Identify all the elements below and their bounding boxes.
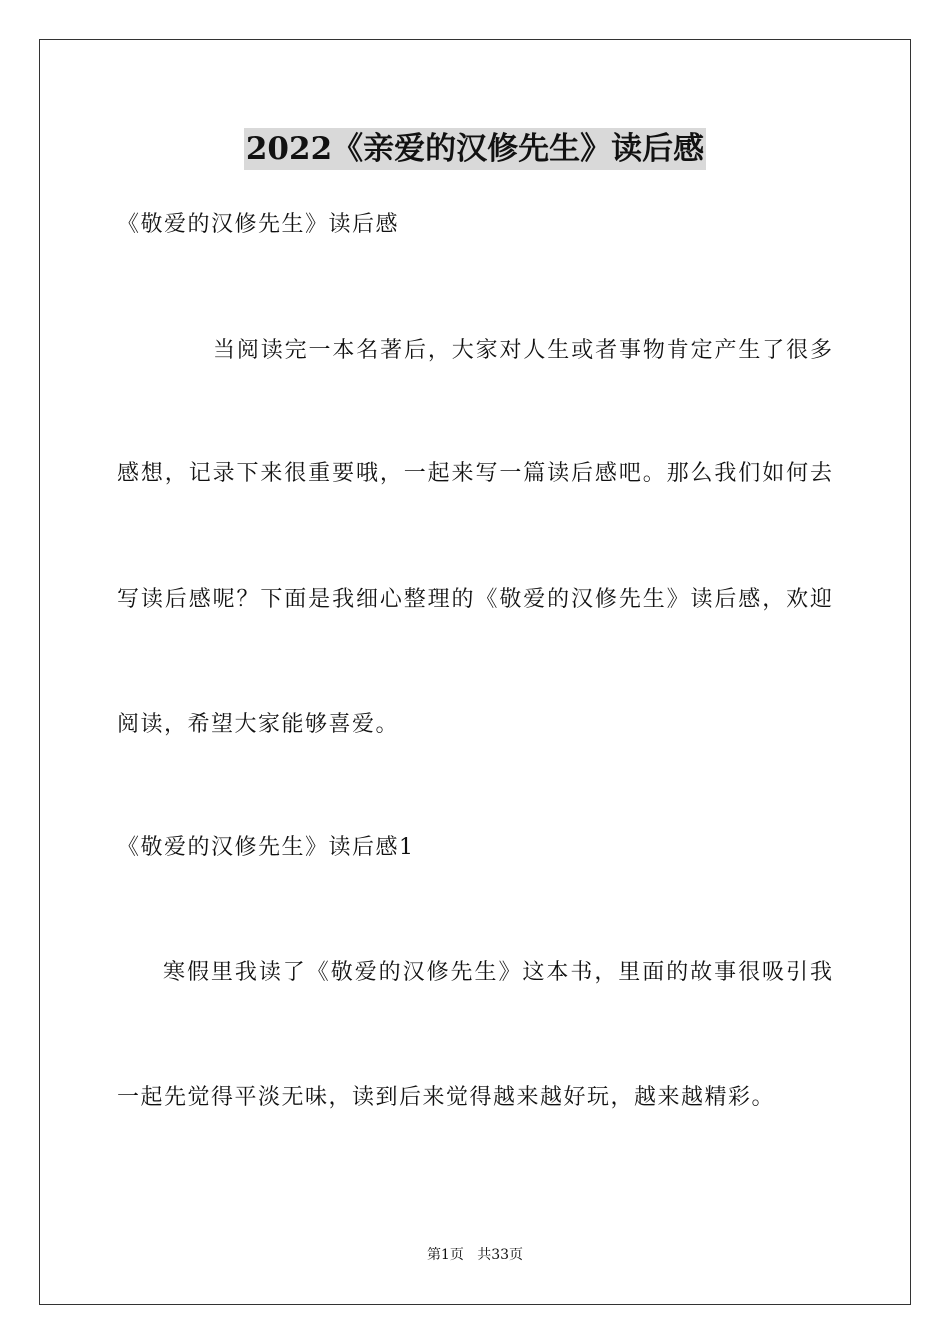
paragraph1-line3: 写读后感呢？下面是我细心整理的《敬爱的汉修先生》读后感，欢迎: [117, 587, 832, 612]
title-container: [0, 128, 950, 170]
page-number-current: 第1页: [426, 1247, 464, 1263]
paragraph1-line2: 感想，记录下来很重要哦，一起来写一篇读后感吧。那么我们如何去: [117, 461, 832, 486]
document-subtitle: 《敬爱的汉修先生》读后感: [117, 212, 400, 237]
page-number-total: 共33页: [477, 1247, 524, 1263]
paragraph1-line4: 阅读，希望大家能够喜爱。: [117, 712, 400, 737]
paragraph2-line2: 一起先觉得平淡无味，读到后来觉得越来越好玩，越来越精彩。: [117, 1085, 776, 1110]
paragraph2-line1: 寒假里我读了《敬爱的汉修先生》这本书，里面的故事很吸引我: [163, 960, 832, 985]
document-title: 2022《亲爱的汉修先生》读后感: [244, 128, 706, 170]
page-footer: [0, 1245, 950, 1265]
paragraph1-line1: 当阅读完一本名著后，大家对人生或者事物肯定产生了很多: [213, 338, 832, 363]
section1-heading: 《敬爱的汉修先生》读后感1: [117, 835, 415, 860]
